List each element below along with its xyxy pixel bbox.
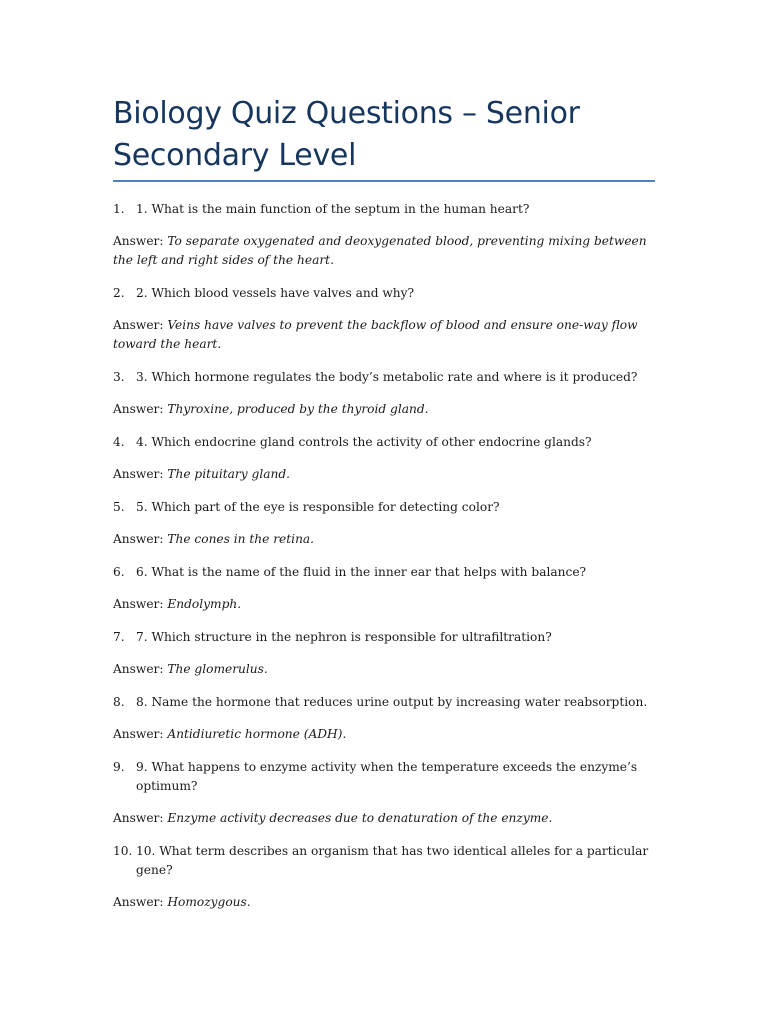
question-number: 4. — [113, 435, 125, 449]
qa-item-7 — [113, 628, 658, 679]
answer-label: Answer: — [113, 662, 164, 676]
answer-label: Answer: — [113, 402, 164, 416]
answer-label: Answer: — [113, 811, 164, 825]
question-number: 10. — [113, 844, 133, 858]
question-text: 8. Name the hormone that reduces urine output by increasing water reabsorption. — [136, 695, 648, 709]
answer-text: Enzyme activity decreases due to denaturation of the enzyme. — [167, 811, 553, 825]
question — [113, 284, 658, 303]
question — [113, 758, 658, 796]
question-number: 1. — [113, 202, 125, 216]
question — [113, 498, 658, 517]
question-number: 5. — [113, 500, 125, 514]
question — [113, 200, 658, 219]
answer-text: Antidiuretic hormone (ADH). — [167, 727, 347, 741]
answer-label: Answer: — [113, 895, 164, 909]
qa-item-6 — [113, 563, 658, 614]
question-text: 5. Which part of the eye is responsible for detecting color? — [136, 500, 500, 514]
question-text: 7. Which structure in the nephron is responsible for ultrafiltration? — [136, 630, 552, 644]
question — [113, 433, 658, 452]
question-text: 6. What is the name of the fluid in the inner ear that helps with balance? — [136, 565, 587, 579]
question-number: 2. — [113, 286, 125, 300]
answer — [113, 400, 658, 419]
answer — [113, 232, 658, 270]
document-title: Biology Quiz Questions – Senior Secondary Level — [113, 96, 580, 173]
question-text: 3. Which hormone regulates the body’s metabolic rate and where is it produced? — [136, 370, 638, 384]
answer — [113, 465, 658, 484]
question-text: 9. What happens to enzyme activity when the temperature exceeds the enzyme’s optimum? — [136, 760, 638, 793]
answer — [113, 530, 658, 549]
question-number: 7. — [113, 630, 125, 644]
question-text: 10. What term describes an organism that has two identical alleles for a particular gene? — [136, 844, 649, 877]
answer-label: Answer: — [113, 467, 164, 481]
answer-text: Homozygous. — [167, 895, 251, 909]
answer-text: The cones in the retina. — [167, 532, 315, 546]
answer-text: To separate oxygenated and deoxygenated blood, preventing mixing between the left and right sides of the heart. — [113, 234, 647, 267]
qa-item-10 — [113, 842, 658, 912]
question-text: 1. What is the main function of the septum in the human heart? — [136, 202, 530, 216]
question-number: 8. — [113, 695, 125, 709]
qa-item-1 — [113, 200, 658, 270]
question — [113, 563, 658, 582]
answer-label: Answer: — [113, 234, 164, 248]
answer — [113, 893, 658, 912]
answer — [113, 809, 658, 828]
question-answer-list — [113, 200, 658, 926]
question-text: 4. Which endocrine gland controls the activity of other endocrine glands? — [136, 435, 592, 449]
answer-text: Endolymph. — [167, 597, 242, 611]
title-underline-rule — [113, 180, 655, 182]
answer-label: Answer: — [113, 318, 164, 332]
question — [113, 693, 658, 712]
qa-item-9 — [113, 758, 658, 828]
answer-text: Thyroxine, produced by the thyroid gland. — [167, 402, 429, 416]
answer — [113, 660, 658, 679]
answer-text: The glomerulus. — [167, 662, 268, 676]
qa-item-5 — [113, 498, 658, 549]
answer-label: Answer: — [113, 532, 164, 546]
qa-item-8 — [113, 693, 658, 744]
answer — [113, 595, 658, 614]
question — [113, 368, 658, 387]
answer — [113, 316, 658, 354]
answer-text: Veins have valves to prevent the backflow of blood and ensure one-way flow toward the heart. — [113, 318, 638, 351]
answer-label: Answer: — [113, 597, 164, 611]
qa-item-2 — [113, 284, 658, 354]
qa-item-4 — [113, 433, 658, 484]
answer-label: Answer: — [113, 727, 164, 741]
answer — [113, 725, 658, 744]
question-number: 3. — [113, 370, 125, 384]
question — [113, 842, 658, 880]
question-number: 9. — [113, 760, 125, 774]
answer-text: The pituitary gland. — [167, 467, 291, 481]
question-text: 2. Which blood vessels have valves and why? — [136, 286, 415, 300]
qa-item-3 — [113, 368, 658, 419]
question-number: 6. — [113, 565, 125, 579]
question — [113, 628, 658, 647]
